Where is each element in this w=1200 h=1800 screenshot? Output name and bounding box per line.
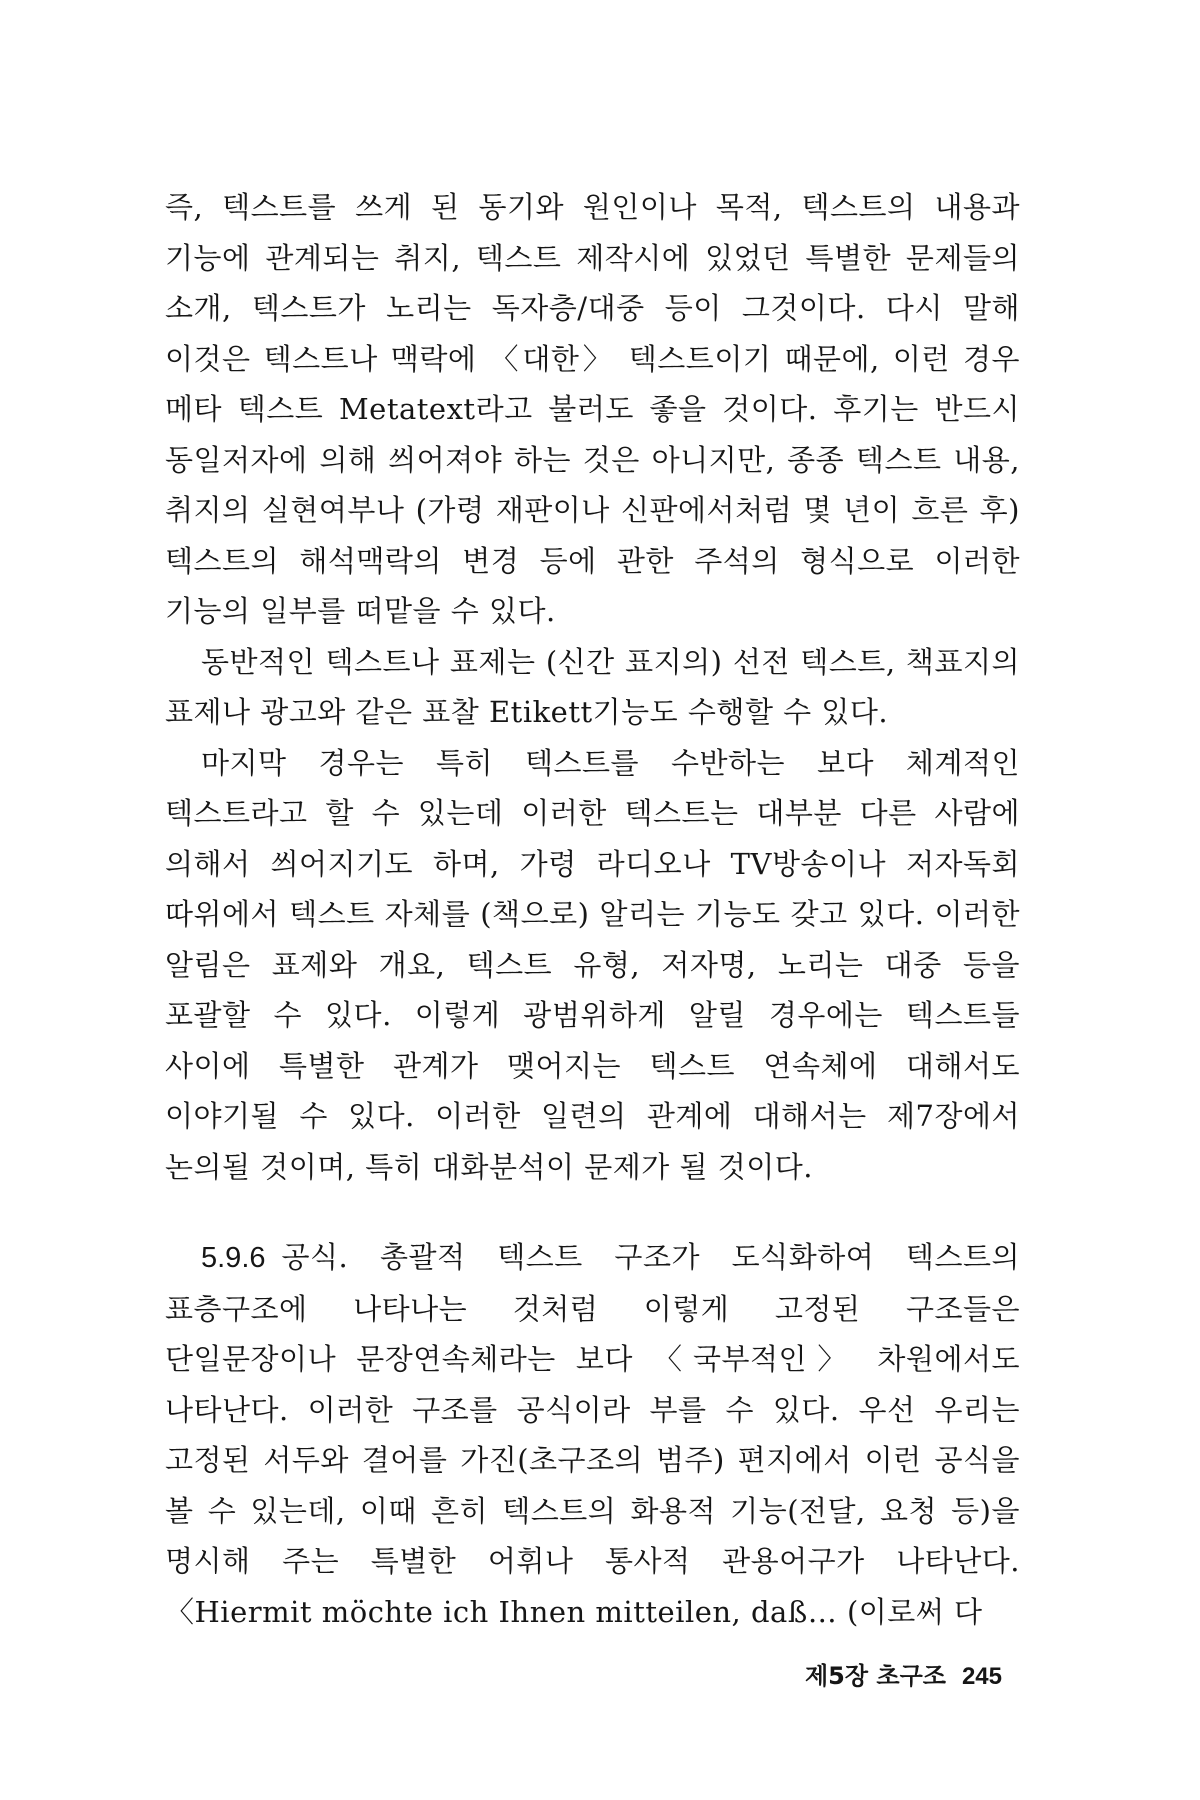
page-footer: [805, 1656, 1002, 1691]
section-body: 총괄적 텍스트 구조가 도식화하여 텍스트의 표층구조에 나타나는 것처럼 이렇게 고정된 구조들은 단일문장이나 문장연속체라는 보다 〈국부적인〉 차원에서도 나타난다. 이러한 구조를 공식이라 부를 수 있다. 우선 우리는 고정된 서두와 결어를 가진(초구조의 범주) 편지에서 이런 공식을 볼 수 있는데, 이때 흔히 텍스트의 화용적 기능(전달, 요청 등)을 명시해 주는 특별한 어휘나 통사적 관용어구가 나타난다. 〈Hiermit möchte ich Ihnen mitteilen, daß… (이로써 다: [165, 1240, 1020, 1629]
page-number: 245: [961, 1663, 1002, 1690]
paragraph-etikett: 동반적인 텍스트나 표제는 (신간 표지의) 선전 텍스트, 책표지의 표제나 광고와 같은 표찰 Etikett기능도 수행할 수 있다.: [165, 644, 1020, 729]
section-paragraph: [165, 1232, 1020, 1637]
section-title: 공식.: [281, 1240, 349, 1274]
main-text-block: [165, 182, 1020, 1192]
section-block: [165, 1232, 1020, 1637]
running-footer-chapter: 제5장 초구조: [804, 1662, 946, 1690]
paragraph-metatext: 즉, 텍스트를 쓰게 된 동기와 원인이나 목적, 텍스트의 내용과 기능에 관계되는 취지, 텍스트 제작시에 있었던 특별한 문제들의 소개, 텍스트가 노리는 독자층/대중 등이 그것이다. 다시 말해 이것은 텍스트나 맥락에 〈대한〉 텍스트이기 때문에, 이런 경우 메타 텍스트 Metatext라고 불러도 좋을 것이다. 후기는 반드시 동일저자에 의해 씌어져야 하는 것은 아니지만, 종종 텍스트 내용, 취지의 실현여부나 (가령 재판이나 신판에서처럼 몇 년이 흐른 후) 텍스트의 해석맥락의 변경 등에 관한 주석의 형식으로 이러한 기능의 일부를 떠맡을 수 있다.: [165, 190, 1020, 628]
section-number: 5.9.6: [201, 1242, 266, 1274]
paragraph-text-series: 마지막 경우는 특히 텍스트를 수반하는 보다 체계적인 텍스트라고 할 수 있는데 이러한 텍스트는 대부분 다른 사람에 의해서 씌어지기도 하며, 가령 라디오나 TV방송이나 저자독회 따위에서 텍스트 자체를 (책으로) 알리는 기능도 갖고 있다. 이러한 알림은 표제와 개요, 텍스트 유형, 저자명, 노리는 대중 등을 포괄할 수 있다. 이렇게 광범위하게 알릴 경우에는 텍스트들 사이에 특별한 관계가 맺어지는 텍스트 연속체에 대해서도 이야기될 수 있다. 이러한 일련의 관계에 대해서는 제7장에서 논의될 것이며, 특히 대화분석이 문제가 될 것이다.: [165, 745, 1020, 1184]
